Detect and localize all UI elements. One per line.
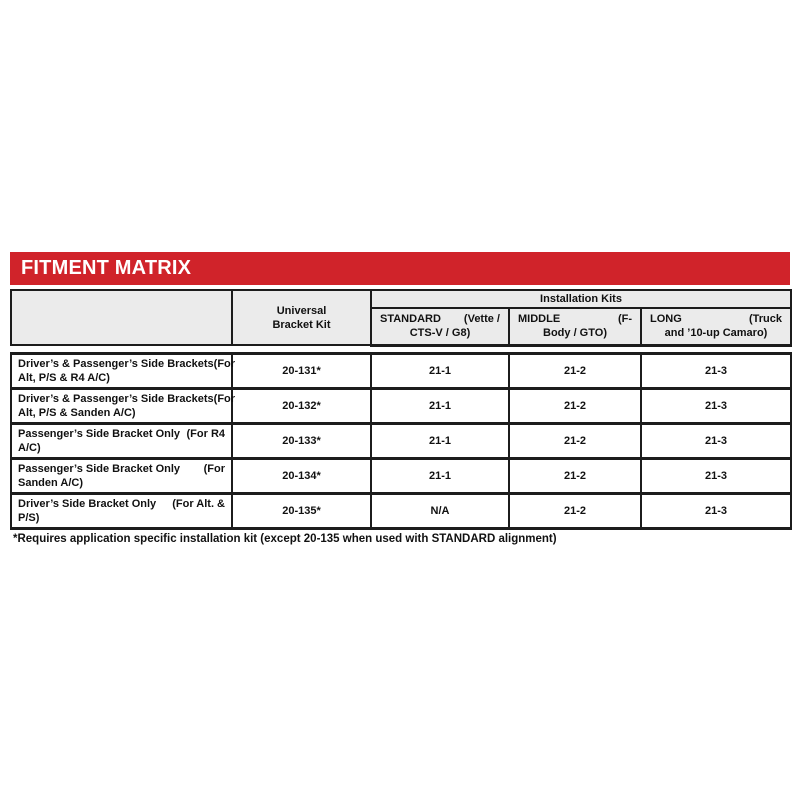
bracket-label-cell xyxy=(11,494,232,529)
row-label-line2: P/S) xyxy=(18,512,40,524)
middle-kit-cell: 21-2 xyxy=(509,494,641,529)
table-row xyxy=(11,494,791,529)
footnote: *Requires application specific installation kit (except 20-135 when used with STANDARD alignment) xyxy=(13,533,557,545)
standard-kit-cell: 21-1 xyxy=(371,354,509,389)
standard-kit-cell: 21-1 xyxy=(371,389,509,424)
middle-kit-cell: 21-2 xyxy=(509,424,641,459)
universal-kit-cell: 20-131* xyxy=(232,354,371,389)
row-label-paren: (For R4 xyxy=(186,428,225,440)
standard-kit-cell: N/A xyxy=(371,494,509,529)
long-kit-cell: 21-3 xyxy=(641,389,791,424)
table-row xyxy=(11,424,791,459)
standard-kit-cell: 21-1 xyxy=(371,424,509,459)
bracket-label-cell xyxy=(11,354,236,389)
middle-kit-name: MIDDLE xyxy=(518,313,561,326)
universal-header-line2: Bracket Kit xyxy=(272,318,331,331)
middle-kit-header xyxy=(509,308,641,345)
standard-kit-name: STANDARD xyxy=(380,313,441,326)
corner-cell xyxy=(11,290,232,345)
universal-kit-cell: 20-132* xyxy=(232,389,371,424)
row-label-line2: Sanden A/C) xyxy=(18,477,83,489)
row-label-paren: (For Alt. & xyxy=(172,498,225,510)
row-label-line2: Alt, P/S & R4 A/C) xyxy=(18,372,110,384)
standard-kit-paren1: (Vette / xyxy=(463,313,500,326)
table-row xyxy=(11,389,791,424)
standard-kit-header xyxy=(371,308,509,345)
middle-kit-paren2: Body / GTO) xyxy=(543,327,607,340)
row-label-line2: A/C) xyxy=(18,442,41,454)
row-label-main: Driver’s & Passenger’s Side Brackets xyxy=(18,393,214,405)
middle-kit-cell: 21-2 xyxy=(509,459,641,494)
page-title: FITMENT MATRIX xyxy=(21,257,192,279)
fitment-header-table xyxy=(10,289,792,347)
long-kit-cell: 21-3 xyxy=(641,424,791,459)
row-label-line2: Alt, P/S & Sanden A/C) xyxy=(18,407,136,419)
row-label-paren: (For xyxy=(213,393,236,405)
universal-bracket-kit-header xyxy=(232,290,371,345)
standard-kit-paren2: CTS-V / G8) xyxy=(409,327,471,340)
long-kit-name: LONG xyxy=(650,313,682,326)
long-kit-header xyxy=(641,308,791,345)
long-kit-cell: 21-3 xyxy=(641,354,791,389)
row-label-main: Passenger’s Side Bracket Only xyxy=(18,463,181,475)
universal-kit-cell: 20-133* xyxy=(232,424,371,459)
universal-kit-cell: 20-135* xyxy=(232,494,371,529)
group-header-row xyxy=(11,290,791,308)
long-kit-cell: 21-3 xyxy=(641,459,791,494)
bracket-label-cell xyxy=(11,459,232,494)
table-row xyxy=(11,459,791,494)
long-kit-cell: 21-3 xyxy=(641,494,791,529)
row-label-main: Driver’s & Passenger’s Side Brackets xyxy=(18,358,214,370)
long-kit-paren1: (Truck xyxy=(749,313,783,326)
middle-kit-cell: 21-2 xyxy=(509,354,641,389)
installation-kits-header: Installation Kits xyxy=(371,290,791,308)
middle-kit-cell: 21-2 xyxy=(509,389,641,424)
universal-kit-cell: 20-134* xyxy=(232,459,371,494)
row-label-paren: (For xyxy=(213,358,236,370)
fitment-matrix-banner xyxy=(10,252,790,285)
row-label-paren: (For xyxy=(203,463,225,475)
row-label-main: Passenger’s Side Bracket Only xyxy=(18,428,181,440)
standard-kit-cell: 21-1 xyxy=(371,459,509,494)
row-label-main: Driver’s Side Bracket Only xyxy=(18,498,157,510)
fitment-body-table xyxy=(10,352,792,530)
bracket-label-cell xyxy=(11,424,232,459)
bracket-label-cell xyxy=(11,389,236,424)
universal-header-line1: Universal xyxy=(276,304,327,317)
middle-kit-paren1: (F- xyxy=(617,313,632,326)
table-row xyxy=(11,354,791,389)
long-kit-paren2: and ’10-up Camaro) xyxy=(664,327,768,340)
